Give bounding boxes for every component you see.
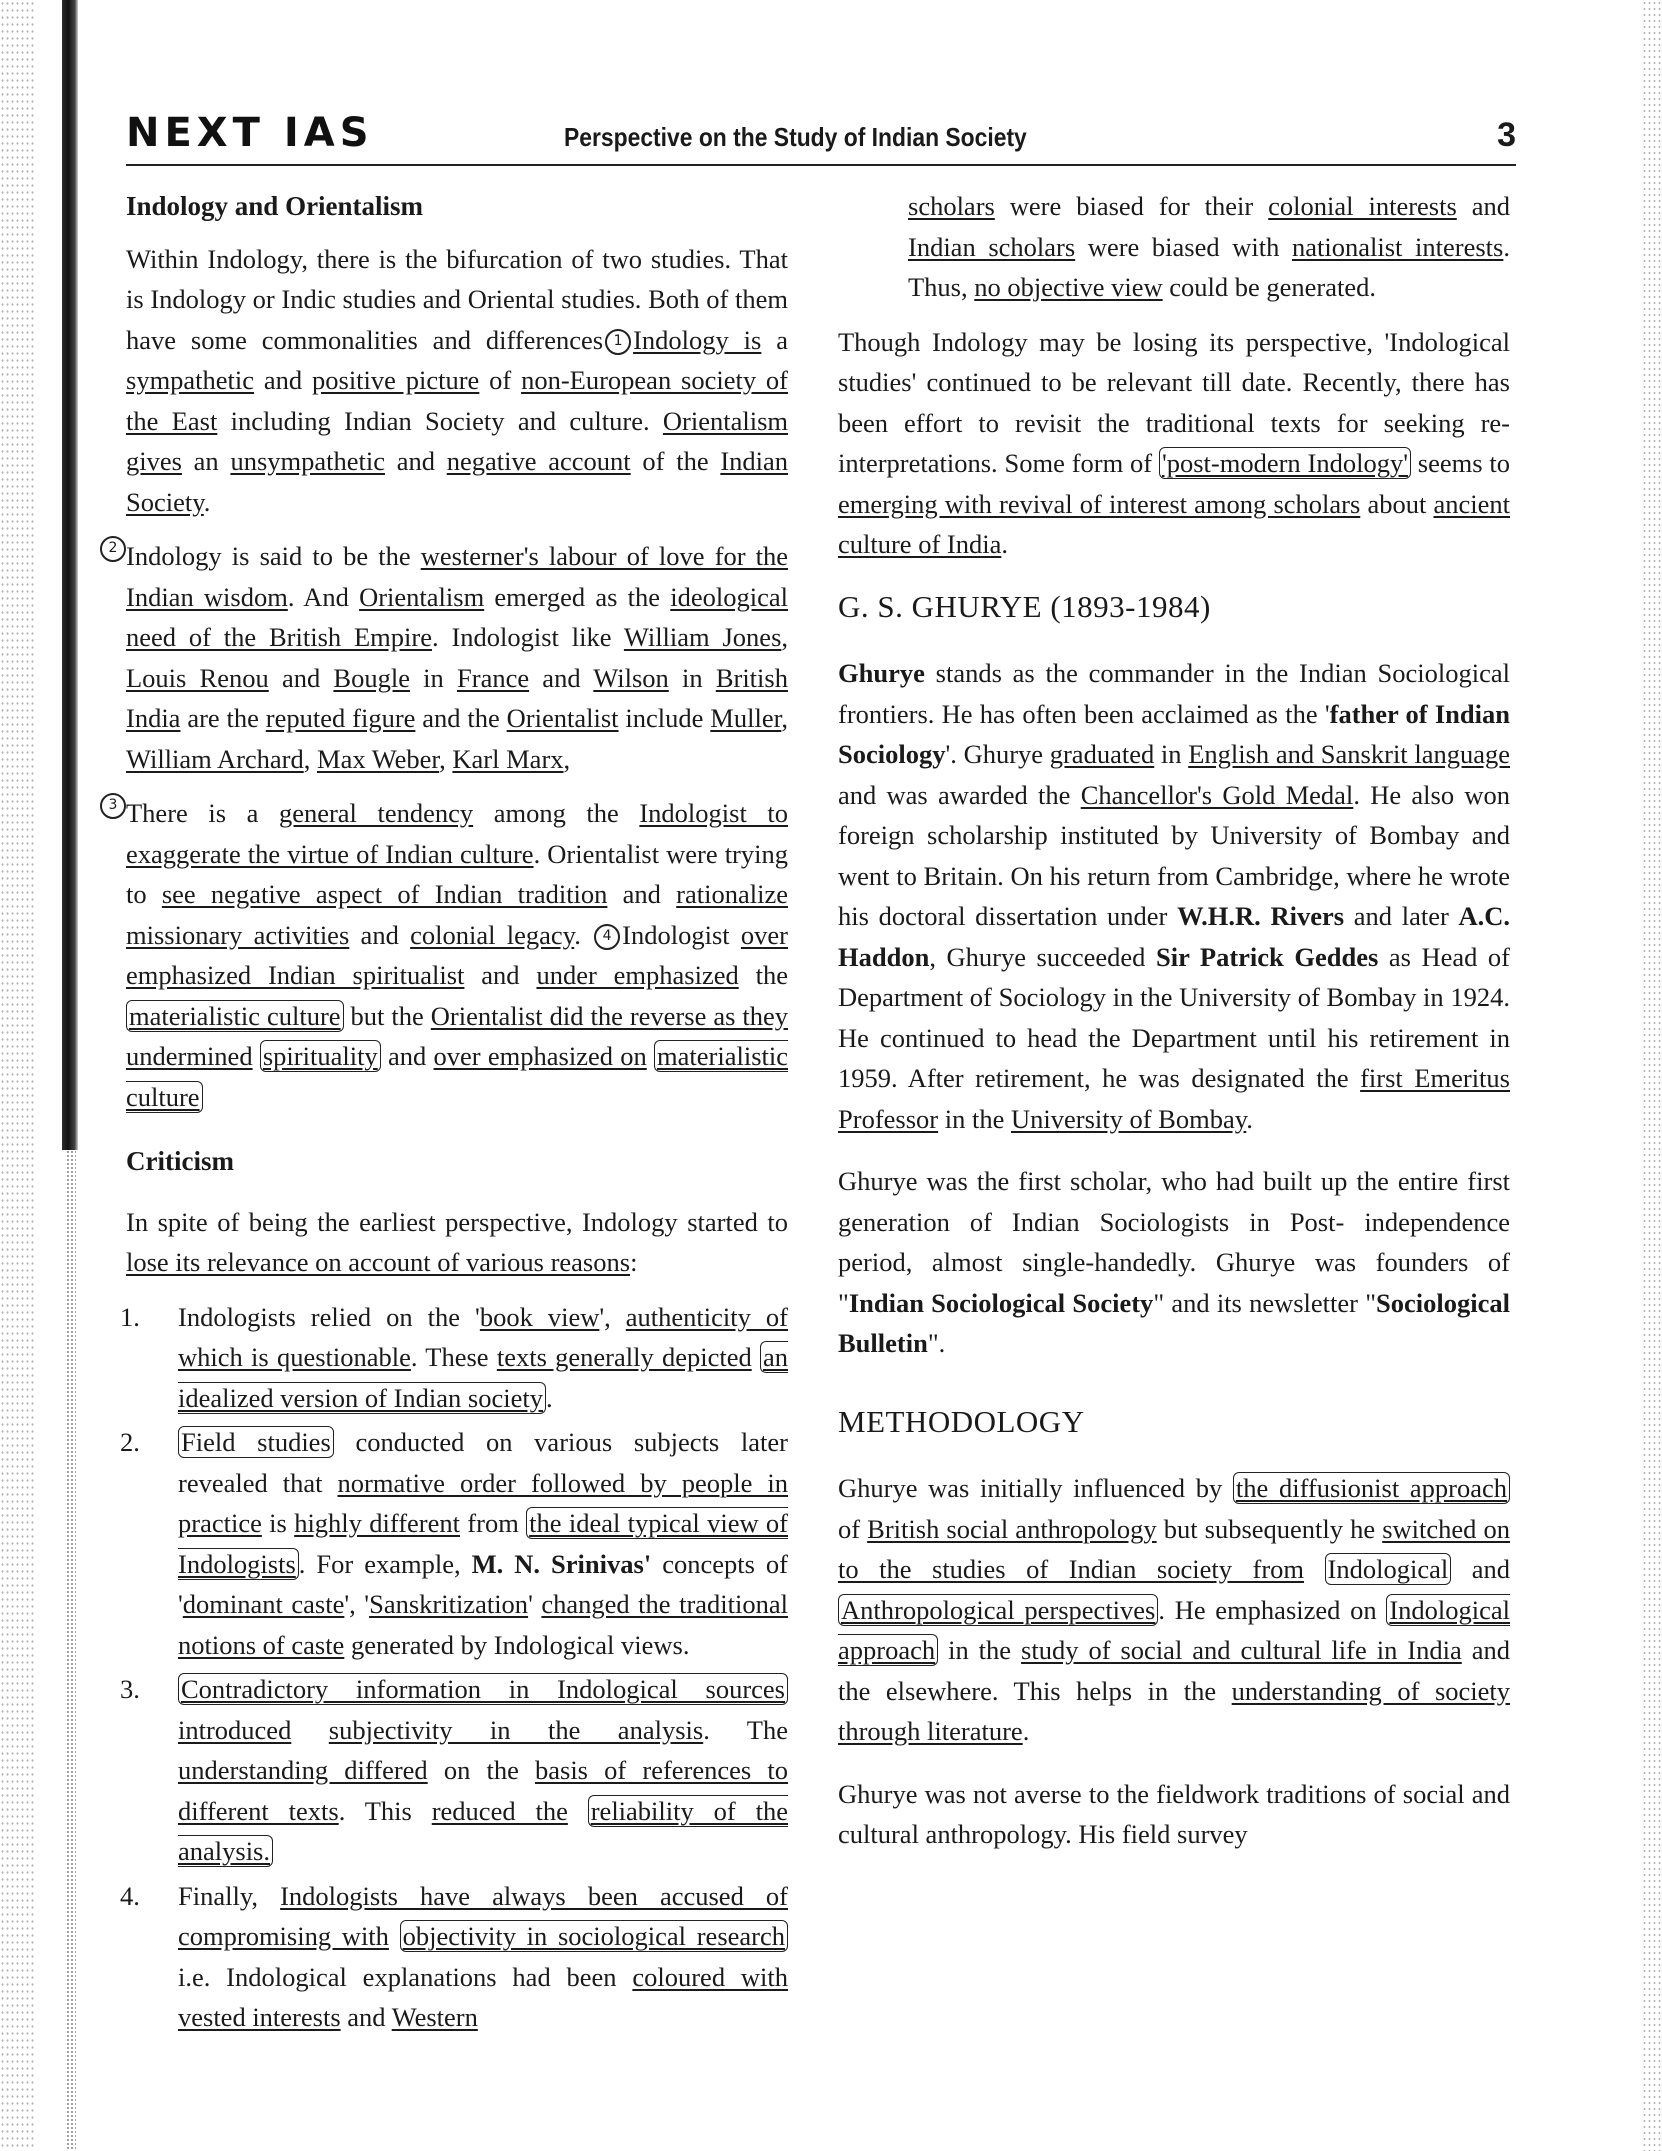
ghurye-heading: G. S. GHURYE (1893-1984): [838, 588, 1211, 624]
text: Ghurye was the first scholar, who had built up the entire first generation of Indian Sociologists in Post- independence period, almost single-handedly. Ghurye was founders of ": [838, 1166, 1510, 1318]
underlined-text: first Emeritus Professor: [838, 1063, 1510, 1134]
text: Indologist: [622, 919, 741, 950]
underlined-text: Indology is: [633, 324, 762, 355]
boxed-text: spirituality: [260, 1040, 381, 1072]
underlined-text: nationalist interests: [1292, 231, 1504, 262]
text: . And: [287, 581, 360, 612]
underlined-text: ideological need of the British Empire: [126, 581, 788, 652]
underlined-text: basis of references to different texts: [178, 1755, 788, 1826]
underlined-text: Orientalist: [506, 703, 619, 733]
text: . Orientalist were trying to: [126, 838, 788, 909]
underlined-text: Indologist to exaggerate the virtue of Indian culture: [126, 798, 789, 869]
text: and: [340, 2002, 392, 2032]
underlined-text: France: [457, 662, 530, 693]
text: and: [1456, 191, 1510, 221]
scan-edge-right: [1642, 0, 1662, 2151]
paragraph-bifurcation: [126, 239, 788, 523]
underlined-text: Indian Society: [126, 446, 789, 517]
text: in the: [938, 1635, 1022, 1665]
text: a: [761, 324, 788, 355]
underlined-text: English and Sanskrit language: [1188, 739, 1511, 769]
underlined-text: switched on to the studies of Indian society from: [838, 1513, 1511, 1584]
underlined-text: William Jones: [623, 622, 782, 652]
bold-text: W.H.R. Rivers: [1177, 901, 1345, 931]
underlined-text: subjectivity in the analysis: [328, 1714, 704, 1745]
underlined-text: dominant caste: [182, 1589, 345, 1619]
underlined-text: coloured with vested interests: [178, 1961, 788, 2032]
underlined-text: Louis Renou: [126, 662, 269, 693]
underlined-text: understanding differed: [178, 1755, 428, 1785]
underlined-text: emerging with revival of interest among scholars: [838, 488, 1361, 519]
text: and later: [1344, 901, 1459, 931]
underlined-text: Sanskritization: [369, 1589, 529, 1619]
text: and was awarded the: [838, 779, 1081, 810]
subheading-indology-orientalism: Indology and Orientalism: [126, 191, 424, 221]
boxed-text: the diffusionist approach: [1233, 1472, 1510, 1504]
text: in the: [938, 1103, 1011, 1134]
text: among the: [473, 798, 640, 828]
boxed-text: Contradictory information in Indological sources: [178, 1673, 788, 1705]
text: . The: [703, 1714, 788, 1745]
list-item: [120, 1422, 788, 1665]
text: [1304, 1554, 1325, 1584]
annotation-marker: 3: [100, 793, 126, 819]
text: and: [529, 662, 594, 693]
list-number: 2.: [120, 1427, 140, 1457]
text: Within Indology, there is the bifurcation of two studies. That is Indology or Indic studies and Oriental studies. Both of them have some commonalities and differences: [126, 243, 788, 355]
text: were biased with: [1075, 231, 1293, 262]
text: ',: [599, 1301, 626, 1332]
underlined-text: rationalize missionary activities: [126, 879, 788, 950]
methodology-heading: METHODOLOGY: [838, 1403, 1085, 1439]
text: " and its newsletter ": [1153, 1287, 1377, 1318]
text: .: [1022, 1716, 1030, 1746]
binder-shadow: [62, 0, 78, 1150]
underlined-text: under emphasized: [536, 960, 739, 990]
text: and the: [415, 703, 507, 733]
boxed-text: the ideal typical view of Indologists: [178, 1508, 788, 1579]
text: . For example,: [298, 1548, 472, 1579]
underlined-text: reduced the: [431, 1795, 568, 1826]
boxed-text: Indological: [1325, 1553, 1452, 1585]
underlined-text: Wilson: [593, 662, 669, 693]
binder-shadow-lower: [66, 1150, 76, 2151]
text: in: [668, 662, 716, 693]
underlined-text: general tendency: [278, 798, 474, 828]
text: [253, 1041, 260, 1071]
text: ': [528, 1589, 542, 1619]
text: [752, 1342, 760, 1372]
text: Indology is said to be the: [126, 541, 421, 571]
underlined-text: highly different: [294, 1508, 460, 1538]
text: .: [574, 919, 593, 950]
text: Finally,: [178, 1880, 281, 1911]
text: . This: [338, 1795, 432, 1826]
text: ,: [303, 743, 317, 774]
text: of: [838, 1513, 868, 1544]
list-item-continuation: [838, 186, 1510, 308]
underlined-text: Western: [391, 2002, 478, 2032]
text: . These: [410, 1342, 497, 1372]
text: . He emphasized on: [1158, 1594, 1387, 1625]
text: ', ': [344, 1589, 370, 1619]
underlined-text: scholars: [908, 191, 995, 221]
underlined-text: study of social and cultural life in India: [1021, 1635, 1462, 1665]
text: ,: [781, 703, 788, 733]
boxed-text: 'post-modern Indology': [1159, 447, 1411, 479]
annotation-marker: 2: [100, 536, 126, 562]
text: conducted on various subjects later revealed that: [178, 1427, 788, 1498]
text: [389, 1921, 400, 1951]
text: but the: [343, 1000, 431, 1031]
text: stands as the commander in the Indian Sociological frontiers. He has often been acclaimed as the ': [838, 658, 1510, 729]
annotation-marker: 4: [594, 924, 620, 950]
underlined-text: Karl Marx: [452, 743, 564, 774]
left-column: [108, 186, 789, 2042]
text: in: [409, 662, 457, 693]
underlined-text: authenticity of which is questionable: [178, 1301, 788, 1372]
underlined-text: understanding of society through literature: [838, 1675, 1510, 1746]
text: could be generated.: [1162, 272, 1377, 302]
text: .: [545, 1382, 553, 1413]
text: ,: [563, 743, 571, 774]
underlined-text: Indian scholars: [908, 231, 1076, 262]
underlined-text: British social anthropology: [867, 1513, 1157, 1544]
list-number: 1.: [120, 1301, 140, 1332]
text: is: [261, 1508, 295, 1538]
bold-text: Sociological Bulletin: [838, 1287, 1510, 1358]
text: and: [268, 662, 334, 693]
text: concepts of ': [178, 1548, 788, 1619]
underlined-text: Bougle: [333, 662, 410, 693]
underlined-text: positive picture: [312, 365, 480, 395]
paragraph-labour-of-love: [108, 536, 789, 779]
underlined-text: normative order followed by people in practice: [178, 1467, 788, 1538]
list-item: [120, 1297, 789, 1419]
underlined-text: book view: [479, 1301, 600, 1332]
right-column: [838, 186, 1510, 1869]
text: emerged as the: [484, 581, 671, 612]
underlined-text: texts generally depicted: [496, 1342, 752, 1372]
text: are the: [180, 703, 266, 733]
logo: NEXT IAS: [126, 110, 374, 156]
underlined-text: westerner's labour of love for the Indian wisdom: [126, 541, 788, 612]
text: ,: [781, 622, 789, 652]
bold-text: A.C. Haddon: [838, 901, 1511, 972]
paragraph-general-tendency: [108, 793, 789, 1117]
text: .: [203, 486, 211, 517]
underlined-text: Max Weber: [317, 743, 440, 774]
underlined-text: sympathetic: [126, 365, 255, 395]
text: [647, 1041, 654, 1071]
list-number: 3.: [120, 1674, 140, 1704]
text: seems to: [1410, 448, 1510, 478]
scan-edge-left: [0, 0, 34, 2151]
underlined-text: Indologists have always been accused of compromising with: [178, 1880, 789, 1951]
boxed-text: materialistic culture: [126, 1041, 789, 1112]
underlined-text: changed the traditional notions of caste: [178, 1589, 788, 1660]
text: were biased for their: [994, 191, 1269, 221]
page-header: [126, 108, 1516, 166]
boxed-text: an idealized version of Indian society: [178, 1342, 789, 1413]
text: the: [738, 960, 788, 990]
text: of the: [630, 446, 721, 476]
text: ,: [439, 743, 453, 774]
text: generated by Indological views.: [344, 1629, 690, 1660]
text: and: [349, 919, 411, 950]
bold-text: Ghurye: [838, 658, 925, 688]
bold-text: Sir Patrick Geddes: [1155, 941, 1379, 972]
text: including Indian Society and culture.: [217, 405, 663, 436]
text: but subsequently he: [1156, 1513, 1383, 1544]
boxed-text: Indological approach: [838, 1594, 1510, 1665]
text: Though Indology may be losing its perspective, 'Indological studies' continued to be relevant till date. Recently, there has been effort to revisit the traditional texts for seeking re-interpretations. Some form of: [838, 326, 1510, 478]
underlined-text: University of Bombay: [1010, 1103, 1247, 1134]
text: and: [607, 879, 677, 909]
running-title: Perspective on the Study of Indian Society: [564, 122, 1027, 152]
paragraph-ghurye-bio: [838, 653, 1510, 1139]
text: in: [1154, 739, 1189, 769]
text: and the elsewhere. This helps in the: [838, 1635, 1511, 1706]
criticism-intro: [126, 1202, 788, 1283]
boxed-text: objectivity in sociological research: [400, 1920, 788, 1952]
underlined-text: over emphasized Indian spiritualist: [126, 919, 789, 990]
text: from: [459, 1508, 527, 1538]
boxed-text: reliability of the analysis.: [178, 1795, 788, 1866]
text: about: [1360, 488, 1434, 519]
underlined-text: unsympathetic: [230, 446, 385, 476]
text: There is a: [126, 798, 279, 828]
list-item: [120, 1876, 789, 2038]
text: and: [254, 365, 312, 395]
annotation-marker: 1: [605, 329, 631, 355]
text: Indologists relied on the ': [178, 1301, 480, 1332]
underlined-text: non-European society of the East: [126, 365, 788, 436]
list-item: [120, 1669, 788, 1872]
underlined-text: see negative aspect of Indian tradition: [161, 879, 608, 909]
bold-text: Indian Sociological Society: [848, 1287, 1154, 1318]
text: . Indologist like: [431, 622, 624, 652]
text: of: [479, 365, 522, 395]
underlined-text: William Archard: [126, 743, 304, 774]
list-number: 4.: [120, 1880, 140, 1911]
text: Ghurye was not averse to the fieldwork traditions of social and cultural anthropology. His field survey: [838, 1778, 1510, 1849]
criticism-list: [120, 1297, 789, 2038]
underlined-text: lose its relevance on account of various reasons: [126, 1247, 631, 1277]
text: '. Ghurye: [945, 739, 1050, 769]
text: [568, 1796, 588, 1826]
text: as Head of Department of Sociology in the University of Bombay in 1924. He continued to head the Department until his retirement in 1959. After retirement, he was designated the: [838, 941, 1511, 1093]
underlined-text: negative account: [446, 446, 631, 476]
underlined-text: Chancellor's Gold Medal: [1080, 779, 1354, 810]
underlined-text: Orientalism: [359, 581, 485, 612]
text: .: [1246, 1103, 1253, 1134]
boxed-text: Field studies: [178, 1426, 334, 1458]
underlined-text: colonial interests: [1268, 191, 1457, 221]
underlined-text: ancient culture of India: [838, 488, 1510, 559]
underlined-text: Muller: [710, 703, 782, 733]
text: i.e. Indological explanations had been: [178, 1961, 633, 1992]
underlined-text: Orientalist did the reverse as they undermined: [126, 1000, 789, 1071]
paragraph-post-modern-indology: [838, 322, 1510, 565]
text: . He also won foreign scholarship instituted by University of Bombay and went to Britain. On his return from Cambridge, where he wrote his doctoral dissertation under: [838, 779, 1510, 931]
text: . Thus,: [908, 231, 1510, 302]
underlined-text: graduated: [1049, 739, 1155, 769]
text: [291, 1715, 328, 1745]
text: and: [1451, 1554, 1511, 1584]
text: .: [1001, 529, 1008, 559]
underlined-text: British India: [126, 662, 788, 733]
text: and: [385, 446, 447, 476]
bold-text: father of Indian Sociology: [838, 698, 1510, 769]
text: Ghurye was initially influenced by: [838, 1473, 1233, 1503]
text: and: [380, 1041, 434, 1071]
text: ".: [927, 1328, 946, 1358]
underlined-text: Orientalism gives: [126, 405, 789, 476]
underlined-text: introduced: [178, 1714, 292, 1745]
boxed-text: materialistic culture: [126, 1000, 344, 1032]
text: on the: [427, 1755, 535, 1785]
underlined-text: reputed figure: [265, 703, 416, 733]
paragraph-fieldwork: [838, 1774, 1510, 1855]
boxed-text: Anthropological perspectives: [838, 1594, 1158, 1626]
bold-text: M. N. Srinivas': [471, 1548, 652, 1579]
page-number: 3: [1497, 116, 1516, 154]
paragraph-methodology: [838, 1468, 1510, 1752]
paragraph-ghurye-founder: [838, 1161, 1510, 1364]
underlined-text: colonial legacy: [410, 919, 575, 950]
text: an: [181, 446, 231, 476]
underlined-text: over emphasized on: [433, 1041, 647, 1071]
criticism-heading: Criticism: [126, 1146, 234, 1176]
text: , Ghurye succeeded: [929, 941, 1156, 972]
text: and: [464, 960, 537, 990]
text: :: [630, 1247, 638, 1277]
text: In spite of being the earliest perspective, Indology started to: [126, 1206, 788, 1237]
underlined-text: no objective view: [974, 272, 1163, 302]
text: include: [618, 703, 711, 733]
